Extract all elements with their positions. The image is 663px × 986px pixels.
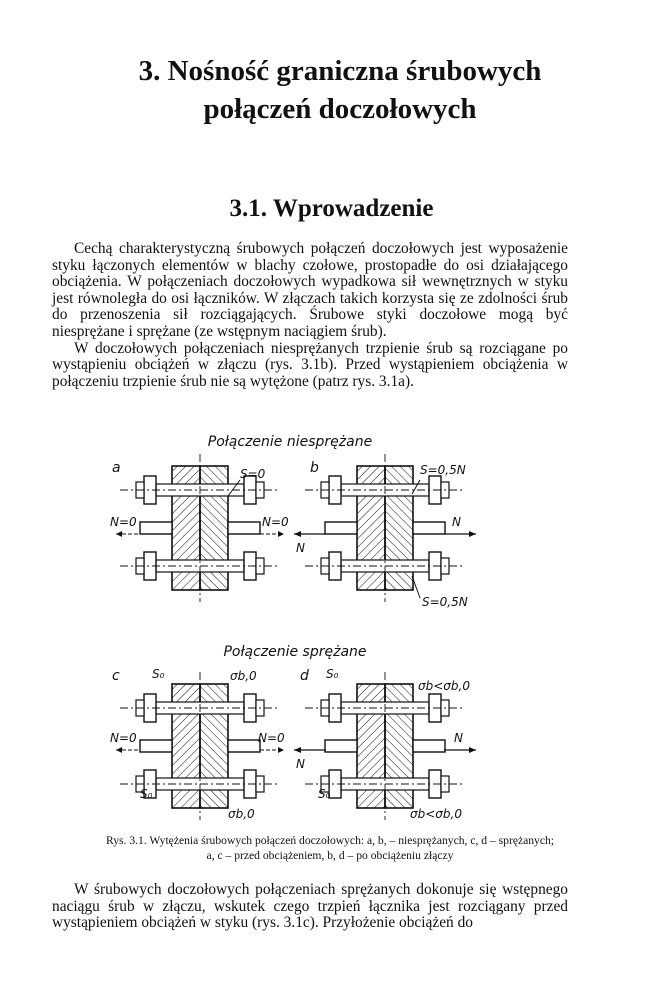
- paragraph-1: Cechą charakterystyczną śrubowych połączeń doczołowych jest wyposażenie styku łączonych elementów w blachy czołowe, prostopadłe do osi działającego obciążenia. W połączeniach doczołowych wypadkowa sił wewnętrznych w styku jest równoległa do osi łączników. W złączach takich korzysta się ze zdolności śrub do przenoszenia sił rozciągających. Śrubowe styki doczołowe mogą być niesprężane i sprężane (ze wstępnym naciągiem śrub).: [52, 240, 568, 340]
- panel-c-s-bottom: S₀: [140, 787, 153, 801]
- chapter-title: [40, 52, 640, 128]
- panel-d-sigma-bottom: σb<σb,0: [410, 807, 462, 821]
- section-title: 3.1. Wprowadzenie: [229, 195, 434, 222]
- panel-b-letter: b: [310, 460, 319, 476]
- continuation-text: [52, 882, 568, 932]
- figure-caption: [40, 833, 620, 863]
- intro-text: [52, 241, 568, 390]
- panel-b-n-left: N: [296, 541, 305, 555]
- panel-d-sigma-top: σb<σb,0: [418, 679, 470, 693]
- panel-c: [110, 667, 285, 821]
- panel-a-n-right: N=0: [262, 515, 289, 529]
- panel-b-s-top: S=0,5N: [420, 463, 466, 477]
- panel-d: [294, 667, 476, 821]
- paragraph-2: W doczołowych połączeniach niesprężanych trzpienie śrub są rozciągane po wystąpieniu obciążeń w złączu (rys. 3.1b). Przed wystąpieniem obciążenia w połączeniu trzpienie śrub nie są wytężone (patrz rys. 3.1a).: [52, 339, 568, 390]
- figure-3-1: [100, 428, 580, 828]
- caption-line-1: Rys. 3.1. Wytężenia śrubowych połączeń doczołowych: a, b, – niesprężanych, c, d – sprężanych;: [105, 834, 555, 847]
- chapter-title-line-2: połączeń doczołowych: [203, 93, 477, 125]
- panel-a-letter: a: [112, 460, 121, 476]
- panel-a-n-left: N=0: [110, 515, 137, 529]
- panel-a-s: S=0: [240, 467, 266, 481]
- panel-d-s-bottom: S₀: [318, 787, 331, 801]
- panel-d-n-right: N: [454, 731, 463, 745]
- caption-line-2: a, c – przed obciążeniem, b, d – po obciążeniu złączy: [206, 849, 454, 862]
- panel-c-sigma-top: σb,0: [230, 669, 257, 683]
- paragraph-3: W śrubowych doczołowych połączeniach sprężanych dokonuje się wstępnego naciągu śrub w złączu, wskutek czego trzpień łącznika jest rozciągany przed wystąpieniem obciążeń w styku (rys. 3.1c). Przyłożenie obciążeń do: [52, 881, 568, 932]
- heading-unprestressed: Połączenie niesprężane: [207, 434, 373, 450]
- panel-b-s-bottom: S=0,5N: [422, 595, 468, 609]
- panel-c-n-right: N=0: [258, 731, 285, 745]
- panel-b-n-right: N: [452, 515, 461, 529]
- panel-b: [294, 454, 476, 609]
- panel-d-s-top: S₀: [326, 667, 339, 681]
- panel-d-n-left: N: [296, 757, 305, 771]
- panel-c-s-top: S₀: [152, 667, 165, 681]
- panel-c-letter: c: [112, 668, 120, 684]
- panel-c-n-left: N=0: [110, 731, 137, 745]
- chapter-title-line-1: 3. Nośność graniczna śrubowych: [138, 55, 542, 87]
- panel-c-sigma-bottom: σb,0: [228, 807, 255, 821]
- panel-a: [110, 454, 289, 602]
- heading-prestressed: Połączenie sprężane: [223, 644, 367, 660]
- panel-d-letter: d: [300, 668, 309, 684]
